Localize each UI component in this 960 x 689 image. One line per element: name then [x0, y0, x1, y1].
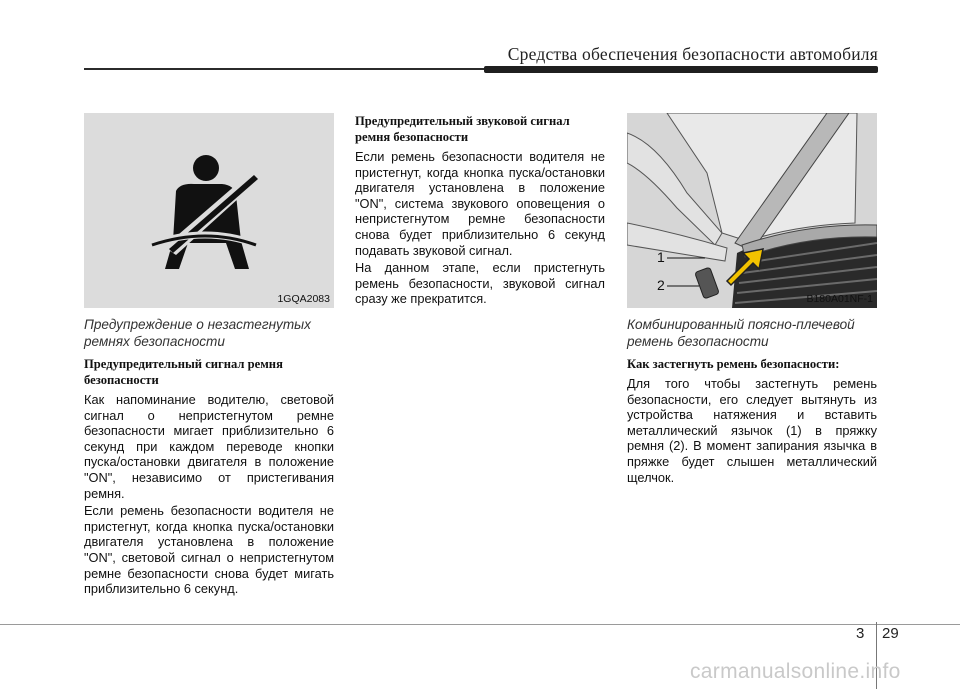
callout-2: 2: [657, 277, 665, 293]
page-number-separator: [876, 622, 877, 652]
header-rule: [84, 68, 494, 70]
footer-rule: [0, 624, 960, 625]
right-column: [627, 316, 877, 487]
seatbelt-warning-icon: [84, 113, 334, 308]
left-column: [84, 316, 334, 599]
callout-1: 1: [657, 249, 665, 265]
paragraph: Как напоминание водителю, световой сигнал о непристегнутом ремне безопасности мигает приблизительно 6 секунд при каждом переводе кнопки пуска/остановки двигателя в положение "ON", независимо от пристегивания ремня.: [84, 392, 334, 501]
paragraph: Если ремень безопасности водителя не пристегнут, когда кнопка пуска/остановки двигателя установлена в положение "ON", световой сигнал о непристегнутом ремне безопасности снова будет мигать приблизительно 6 секунд.: [84, 503, 334, 597]
figure-code: B180A01NF-1: [806, 293, 873, 305]
page-header-title: Средства обеспечения безопасности автомобиля: [507, 44, 878, 64]
paragraph: На данном этапе, если пристегнуть ремень безопасности, звуковой сигнал сразу же прекратится.: [355, 260, 605, 307]
paragraph: Если ремень безопасности водителя не пристегнут, когда кнопка пуска/остановки двигателя установлена в положение "ON", система звукового оповещения о непристегнутом ремне безопасности снова будет приблизительно 6 секунд подавать звуковой сигнал.: [355, 149, 605, 258]
figure-caption: Комбинированный поясно-плечевой ремень безопасности: [627, 317, 855, 349]
middle-column: [355, 113, 605, 309]
page-number: 29: [882, 625, 899, 642]
paragraph: Для того чтобы застегнуть ремень безопасности, его следует вытянуть из устройства натяжения и вставить металлический язычок (1) в пряжку ремня (2). В момент запирания язычка в пряжке будет слышен металлический щелчок.: [627, 376, 877, 485]
figure-caption: Предупреждение о незастегнутых ремнях безопасности: [84, 317, 311, 349]
section-heading: Предупредительный сигнал ремня безопасности: [84, 357, 283, 387]
header-bar: [484, 66, 878, 73]
section-heading: Как застегнуть ремень безопасности:: [627, 357, 840, 371]
chapter-number: 3: [856, 625, 865, 642]
section-heading: Предупредительный звуковой сигнал ремня безопасности: [355, 114, 570, 144]
watermark: carmanualsonline.info: [690, 660, 901, 683]
seatbelt-fastening-figure: [627, 113, 877, 308]
seatbelt-warning-figure: [84, 113, 334, 308]
figure-code: 1GQA2083: [277, 293, 330, 305]
